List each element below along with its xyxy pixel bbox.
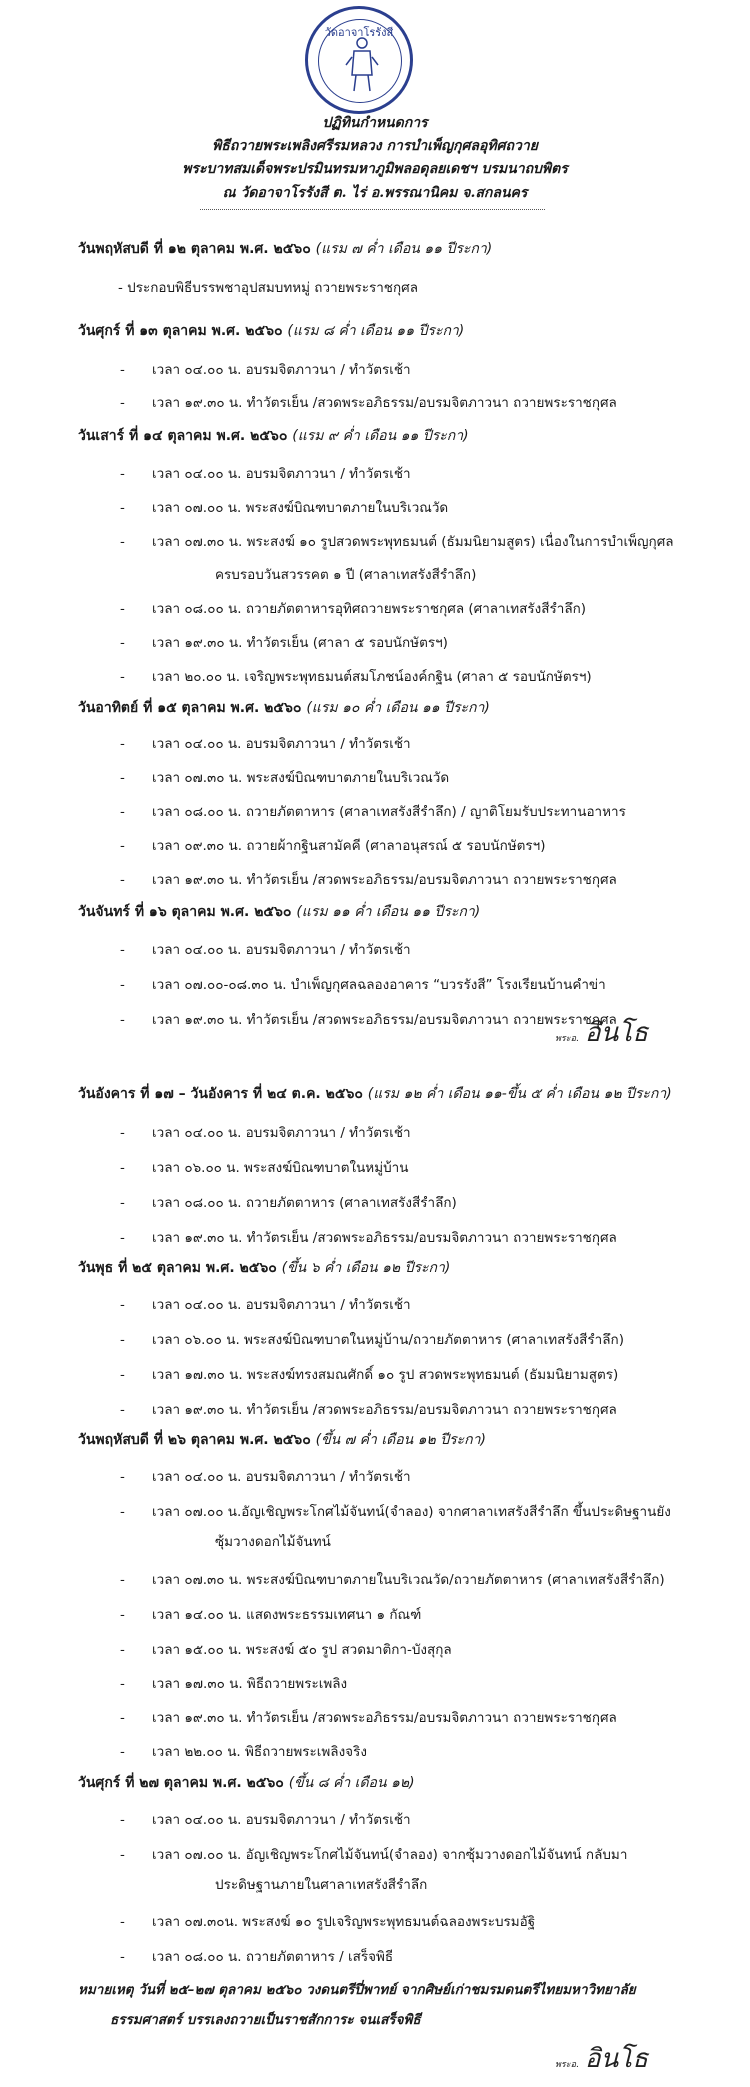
schedule-item: - เวลา ๐๗.๓๐น. พระสงฆ์ ๑๐ รูปเจริญพระพุทธมนต์ฉลองพระบรมอัฐิ <box>120 1914 536 1930</box>
header-ceremony: พิธีถวายพระเพลิงศรีรมหลวง การบำเพ็ญกุศลอุทิศถวาย <box>212 138 538 154</box>
schedule-item: - เวลา ๐๘.๐๐ น. ถวายภัตตาหารอุทิศถวายพระราชกุศล (ศาลาเทสรังสีรำลึก) <box>120 601 587 617</box>
schedule-item: - เวลา ๐๔.๐๐ น. อบรมจิตภาวนา / ทำวัตรเช้า <box>120 1469 411 1485</box>
schedule-item: - เวลา ๑๙.๓๐ น. ทำวัตรเย็น /สวดพระอภิธรรม/อบรมจิตภาวนา ถวายพระราชกุศล <box>120 1012 617 1028</box>
schedule-item-continuation: ครบรอบวันสวรรคต ๑ ปี (ศาลาเทสรังสีรำลึก) <box>215 567 477 583</box>
signature: พระอ. อินโธ <box>555 2044 649 2074</box>
schedule-item: - เวลา ๐๔.๐๐ น. อบรมจิตภาวนา / ทำวัตรเช้า <box>120 1125 411 1141</box>
header-king: พระบาทสมเด็จพระปรมินทรมหาภูมิพลอดุลยเดชฯ บรมนาถบพิตร <box>182 161 568 177</box>
schedule-item: - เวลา ๐๖.๐๐ น. พระสงฆ์บิณฑบาตในหมู่บ้าน <box>120 1160 409 1176</box>
seal-text: วัดอาจาโรรังสี <box>324 26 394 39</box>
schedule-item: - เวลา ๐๗.๐๐ น. พระสงฆ์บิณฑบาตภายในบริเวณวัด <box>120 500 449 516</box>
section-date: วันอังคาร ที่ ๑๗ – วันอังคาร ที่ ๒๔ ต.ค. ๒๕๖๐ (แรม ๑๒ ค่ำ เดือน ๑๑-ขึ้น ๕ ค่ำ เดือน ๑๒ ปีระกา) <box>78 1086 672 1102</box>
schedule-item: - เวลา ๐๗.๓๐ น. พระสงฆ์บิณฑบาตภายในบริเวณวัด/ถวายภัตตาหาร (ศาลาเทสรังสีรำลึก) <box>120 1572 665 1588</box>
schedule-item: - เวลา ๑๙.๓๐ น. ทำวัตรเย็น /สวดพระอภิธรรม/อบรมจิตภาวนา ถวายพระราชกุศล <box>120 395 617 411</box>
schedule-item: - เวลา ๐๘.๐๐ น. ถวายภัตตาหาร (ศาลาเทสรังสีรำลึก) / ญาติโยมรับประทานอาหาร <box>120 804 626 820</box>
remark-line: หมายเหตุ วันที่ ๒๕–๒๗ ตุลาคม ๒๕๖๐ วงดนตรีปี่พาทย์ จากศิษย์เก่าชมรมดนตรีไทยมหาวิทยาลัย <box>78 1982 636 1998</box>
schedule-item: - เวลา ๐๗.๐๐ น. อัญเชิญพระโกศไม้จันทน์(จำลอง) จากซุ้มวางดอกไม้จันทน์ กลับมา <box>120 1847 628 1863</box>
schedule-item: - เวลา ๑๙.๓๐ น. ทำวัตรเย็น /สวดพระอภิธรรม/อบรมจิตภาวนา ถวายพระราชกุศล <box>120 872 617 888</box>
header-divider <box>200 209 545 210</box>
header-location: ณ วัดอาจาโรรังสี ต. ไร่ อ.พรรณานิคม จ.สกลนคร <box>222 185 528 201</box>
schedule-item-continuation: ประดิษฐานภายในศาลาเทสรังสีรำลึก <box>215 1877 428 1893</box>
schedule-item: - เวลา ๑๕.๐๐ น. พระสงฆ์ ๕๐ รูป สวดมาติกา-บังสุกุล <box>120 1642 452 1658</box>
section-date: วันอาทิตย์ ที่ ๑๕ ตุลาคม พ.ศ. ๒๕๖๐ (แรม ๑๐ ค่ำ เดือน ๑๑ ปีระกา) <box>78 700 490 716</box>
section-date: วันพฤหัสบดี ที่ ๑๒ ตุลาคม พ.ศ. ๒๕๖๐ (แรม ๗ ค่ำ เดือน ๑๑ ปีระกา) <box>78 241 493 257</box>
temple-seal <box>305 6 413 114</box>
schedule-item: - เวลา ๐๖.๐๐ น. พระสงฆ์บิณฑบาตในหมู่บ้าน/ถวายภัตตาหาร (ศาลาเทสรังสีรำลึก) <box>120 1332 624 1348</box>
schedule-item: - เวลา ๑๙.๓๐ น. ทำวัตรเย็น /สวดพระอภิธรรม/อบรมจิตภาวนา ถวายพระราชกุศล <box>120 1402 617 1418</box>
header-title: ปฏิทินกำหนดการ <box>322 115 428 131</box>
schedule-item: - เวลา ๐๗.๐๐ น.อัญเชิญพระโกศไม้จันทน์(จำลอง) จากศาลาเทสรังสีรำลึก ขึ้นประดิษฐานยัง <box>120 1504 671 1520</box>
section-date: วันพฤหัสบดี ที่ ๒๖ ตุลาคม พ.ศ. ๒๕๖๐ (ขึ้น ๗ ค่ำ เดือน ๑๒ ปีระกา) <box>78 1432 486 1448</box>
schedule-item: - เวลา ๑๙.๓๐ น. ทำวัตรเย็น /สวดพระอภิธรรม/อบรมจิตภาวนา ถวายพระราชกุศล <box>120 1710 617 1726</box>
schedule-item: - เวลา ๐๗.๐๐-๐๘.๓๐ น. บำเพ็ญกุศลฉลองอาคาร “บวรรังสี” โรงเรียนบ้านคำข่า <box>120 977 606 993</box>
schedule-item: - เวลา ๐๔.๐๐ น. อบรมจิตภาวนา / ทำวัตรเช้า <box>120 1812 411 1828</box>
schedule-item: - เวลา ๐๔.๐๐ น. อบรมจิตภาวนา / ทำวัตรเช้า <box>120 736 411 752</box>
schedule-item: - เวลา ๐๔.๐๐ น. อบรมจิตภาวนา / ทำวัตรเช้า <box>120 466 411 482</box>
section-date: วันเสาร์ ที่ ๑๔ ตุลาคม พ.ศ. ๒๕๖๐ (แรม ๙ ค่ำ เดือน ๑๑ ปีระกา) <box>78 428 469 444</box>
deity-figure-icon <box>344 35 380 95</box>
signature: พระอ. อินโธ <box>555 1018 649 1048</box>
schedule-item: - เวลา ๐๗.๓๐ น. พระสงฆ์บิณฑบาตภายในบริเวณวัด <box>120 770 450 786</box>
schedule-item: - เวลา ๒๒.๐๐ น. พิธีถวายพระเพลิงจริง <box>120 1744 367 1760</box>
schedule-item: - เวลา ๐๙.๓๐ น. ถวายผ้ากฐินสามัคคี (ศาลาอนุสรณ์ ๕ รอบนักษัตรฯ) <box>120 838 546 854</box>
schedule-item: - เวลา ๐๗.๓๐ น. พระสงฆ์ ๑๐ รูปสวดพระพุทธมนต์ (ธัมมนิยามสูตร) เนื่องในการบำเพ็ญกุศล <box>120 534 674 550</box>
schedule-item: - เวลา ๑๙.๓๐ น. ทำวัตรเย็น /สวดพระอภิธรรม/อบรมจิตภาวนา ถวายพระราชกุศล <box>120 1230 617 1246</box>
schedule-item: - เวลา ๑๗.๓๐ น. พิธีถวายพระเพลิง <box>120 1676 348 1692</box>
schedule-item: - เวลา ๐๘.๐๐ น. ถวายภัตตาหาร (ศาลาเทสรังสีรำลึก) <box>120 1195 457 1211</box>
section-date: วันศุกร์ ที่ ๒๗ ตุลาคม พ.ศ. ๒๕๖๐ (ขึ้น ๘ ค่ำ เดือน ๑๒) <box>78 1775 415 1791</box>
schedule-item: - เวลา ๐๔.๐๐ น. อบรมจิตภาวนา / ทำวัตรเช้า <box>120 362 411 378</box>
remark-line: ธรรมศาสตร์ บรรเลงถวายเป็นราชสักการะ จนเสร็จพิธี <box>110 2012 421 2028</box>
schedule-item: - เวลา ๒๐.๐๐ น. เจริญพระพุทธมนต์สมโภชน์องค์กฐิน (ศาลา ๕ รอบนักษัตรฯ) <box>120 669 592 685</box>
schedule-item: - เวลา ๐๘.๐๐ น. ถวายภัตตาหาร / เสร็จพิธี <box>120 1949 394 1965</box>
section-date: วันจันทร์ ที่ ๑๖ ตุลาคม พ.ศ. ๒๕๖๐ (แรม ๑๑ ค่ำ เดือน ๑๑ ปีระกา) <box>78 904 481 920</box>
schedule-item: - ประกอบพิธีบรรพชาอุปสมบทหมู่ ถวายพระราชกุศล <box>118 280 418 296</box>
section-date: วันพุธ ที่ ๒๕ ตุลาคม พ.ศ. ๒๕๖๐ (ขึ้น ๖ ค่ำ เดือน ๑๒ ปีระกา) <box>78 1260 451 1276</box>
schedule-item: - เวลา ๑๗.๓๐ น. พระสงฆ์ทรงสมณศักดิ์ ๑๐ รูป สวดพระพุทธมนต์ (ธัมมนิยามสูตร) <box>120 1367 619 1383</box>
schedule-item: - เวลา ๐๔.๐๐ น. อบรมจิตภาวนา / ทำวัตรเช้า <box>120 1297 411 1313</box>
schedule-item: - เวลา ๑๙.๓๐ น. ทำวัตรเย็น (ศาลา ๕ รอบนักษัตรฯ) <box>120 635 448 651</box>
section-date: วันศุกร์ ที่ ๑๓ ตุลาคม พ.ศ. ๒๕๖๐ (แรม ๘ ค่ำ เดือน ๑๑ ปีระกา) <box>78 323 465 339</box>
schedule-item: - เวลา ๑๔.๐๐ น. แสดงพระธรรมเทศนา ๑ กัณฑ์ <box>120 1607 422 1623</box>
schedule-item-continuation: ซุ้มวางดอกไม้จันทน์ <box>215 1534 331 1550</box>
schedule-item: - เวลา ๐๔.๐๐ น. อบรมจิตภาวนา / ทำวัตรเช้า <box>120 942 411 958</box>
